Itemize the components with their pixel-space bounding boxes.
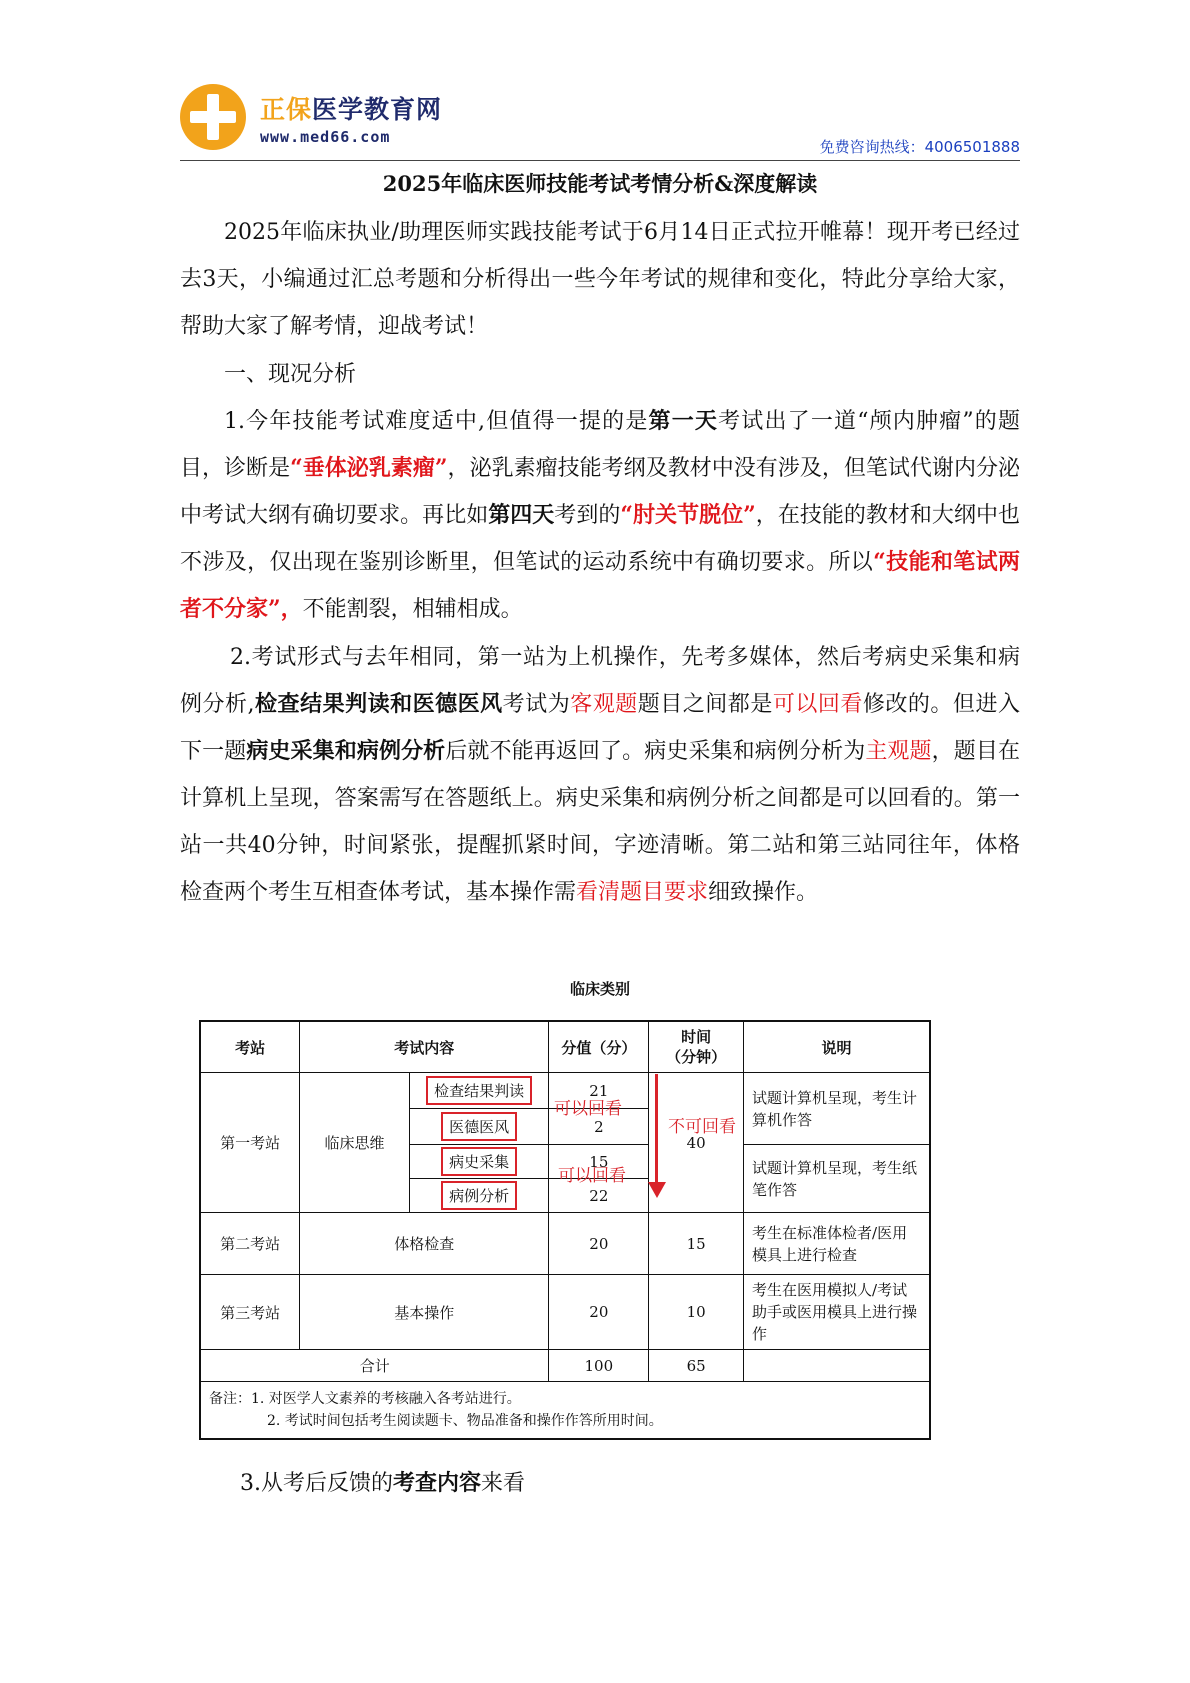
sub-item: 检查结果判读 [409,1073,549,1109]
annotation-no-review: 不可回看 [668,1117,736,1137]
down-arrow-icon [648,1182,666,1198]
note-cell: 试题计算机呈现，考生纸笔作答 [744,1145,930,1213]
header-divider [180,160,1020,161]
annotation-review-2: 可以回看 [558,1166,626,1186]
note-cell: 考生在标准体检者/医用模具上进行检查 [744,1213,930,1275]
station-topic: 体格检查 [300,1213,549,1275]
table-remark-row [200,1382,930,1440]
paragraph-3: 3.从考后反馈的考查内容来看 [240,1470,526,1496]
header-note: 说明 [744,1021,930,1073]
note-cell: 试题计算机呈现，考生计算机作答 [744,1073,930,1145]
logo-name: 正保医学教育网 [260,95,443,124]
score-cell: 2 [549,1109,649,1145]
site-logo[interactable] [180,84,442,154]
station-topic: 临床思维 [300,1073,410,1213]
logo-emblem-icon [180,84,246,150]
intro-paragraph: 2025年临床执业/助理医师实践技能考试于6月14日正式拉开帷幕！现开考已经过去3天，小编通过汇总考题和分析得出一些今年考试的规律和变化，特此分享给大家，帮助大家了解考情，迎战考试！ [180,220,1020,339]
paragraph-2: 2.考试形式与去年相同，第一站为上机操作，先考多媒体，然后考病史采集和病例分析,检查结果判读和医德医风考试为客观题题目之间都是可以回看修改的。但进入下一题病史采集和病例分析后就不能再返回了。病史采集和病例分析为主观题，题目在计算机上呈现，答案需写在答题纸上。病史采集和病例分析之间都是可以回看的。第一站一共40分钟，时间紧张，提醒抓紧时间，字迹清晰。第二站和第三站同往年，体格检查两个考生互相查体考试，基本操作需看清题目要求细致操作。 [180,645,1020,905]
logo-url: www.med66.com [260,128,391,146]
header-time: 时间 （分钟） [649,1021,744,1073]
header-score: 分值（分） [549,1021,649,1073]
sub-item: 医德医风 [409,1109,549,1145]
exam-table [199,1020,931,1440]
total-time: 65 [649,1350,744,1382]
header-content: 考试内容 [300,1021,549,1073]
hotline: 免费咨询热线：4006501888 [819,138,1020,156]
note-cell: 考生在医用模拟人/考试助手或医用模具上进行操作 [744,1275,930,1350]
score-cell: 20 [549,1213,649,1275]
station-name: 第三考站 [200,1275,300,1350]
score-cell: 20 [549,1275,649,1350]
table-remark: 备注：1. 对医学人文素养的考核融入各考站进行。 2. 考试时间包括考生阅读题卡、物品准备和操作作答所用时间。 [200,1382,930,1440]
figure-title: 临床类别 [569,980,630,998]
total-score: 100 [549,1350,649,1382]
section-heading: 一、现况分析 [224,362,357,387]
table-row [200,1275,930,1350]
score-cell: 21 [549,1073,649,1109]
page-title: 2025年临床医师技能考试考情分析&深度解读 [382,171,818,196]
station-name: 第一考站 [200,1073,300,1213]
table-total-row [200,1350,930,1382]
table-header-row [200,1021,930,1073]
score-cell: 22 [549,1179,649,1213]
station-name: 第二考站 [200,1213,300,1275]
annotation-review-1: 可以回看 [554,1099,622,1119]
paragraph-1: 1.今年技能考试难度适中,但值得一提的是第一天考试出了一道“颅内肿瘤”的题目，诊断是“垂体泌乳素瘤”，泌乳素瘤技能考纲及教材中没有涉及，但笔试代谢内分泌中考试大纲有确切要求。再比如第四天考到的“肘关节脱位”，在技能的教材和大纲中也不涉及，仅出现在鉴别诊断里，但笔试的运动系统中有确切要求。所以“技能和笔试两者不分家”，不能割裂，相辅相成。 [180,408,1020,622]
sub-item: 病例分析 [409,1179,549,1213]
time-cell: 40 [649,1073,744,1213]
header-station: 考站 [200,1021,300,1073]
total-label: 合计 [200,1350,549,1382]
score-cell: 15 [549,1145,649,1179]
down-arrow-line [655,1074,658,1184]
time-cell: 15 [649,1213,744,1275]
station-topic: 基本操作 [300,1275,549,1350]
table-row [200,1213,930,1275]
sub-item: 病史采集 [409,1145,549,1179]
time-cell: 10 [649,1275,744,1350]
